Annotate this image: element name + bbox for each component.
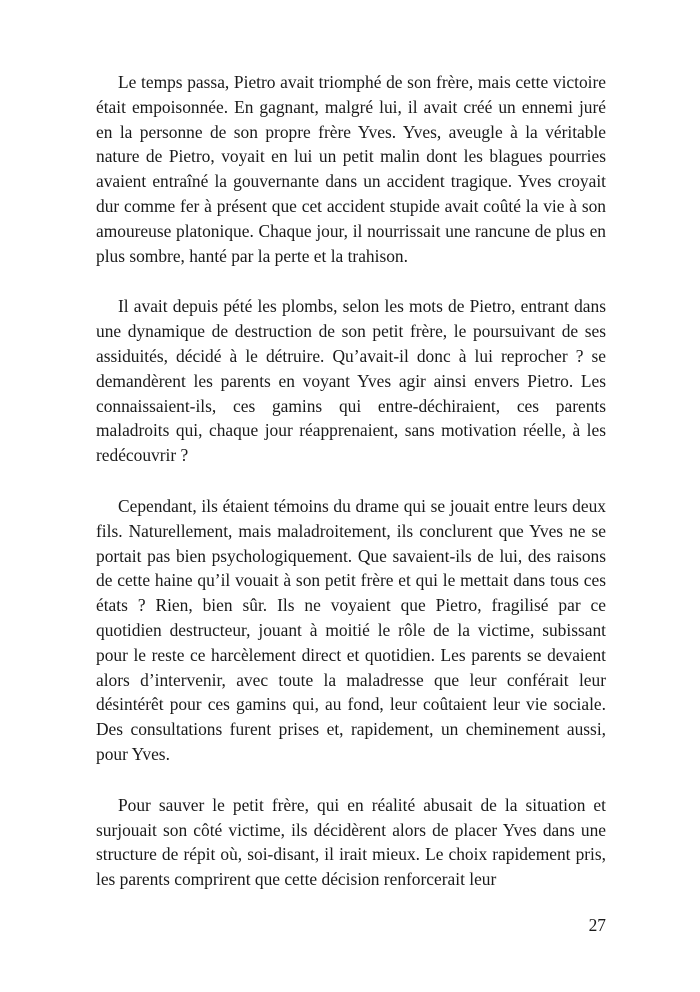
page-body	[96, 70, 606, 918]
paragraph-1: Le temps passa, Pietro avait triomphé de son frère, mais cette victoire était empoisonnée. En gagnant, malgré lui, il avait créé un ennemi juré en la personne de son propre frère Yves. Yves, aveugle à la véritable nature de Pietro, voyait en lui un petit malin dont les blagues pourries avaient entraîné la gouvernante dans un accident tragique. Yves croyait dur comme fer à présent que cet accident stupide avait coûté la vie à son amoureuse platonique. Chaque jour, il nourrissait une rancune de plus en plus sombre, hanté par la perte et la trahison.	[96, 72, 606, 266]
paragraph-2: Il avait depuis pété les plombs, selon les mots de Pietro, entrant dans une dynamique de destruction de son petit frère, le poursuivant de ses assiduités, décidé à le détruire. Qu’avait-il donc à lui reprocher ? se demandèrent les parents en voyant Yves agir ainsi envers Pietro. Les connaissaient-ils, ces gamins qui entre-déchiraient, ces parents maladroits qui, chaque jour réapprenaient, sans motivation réelle, à les redécouvrir ?	[96, 296, 606, 466]
paragraph-3: Cependant, ils étaient témoins du drame qui se jouait entre leurs deux fils. Naturellement, mais maladroitement, ils conclurent que Yves ne se portait pas bien psychologiquement. Que savaient-ils de lui, des raisons de cette haine qu’il vouait à son petit frère et qui le mettait dans tous ces états ? Rien, bien sûr. Ils ne voyaient que Pietro, fragilisé par ce quotidien destructeur, jouant à moitié le rôle de la victime, subissant pour le reste ce harcèlement direct et quotidien. Les parents se devaient alors d’intervenir, avec toute la maladresse que leur conférait leur désintérêt pour ces gamins qui, au fond, leur coûtaient leur vie sociale. Des consultations furent prises et, rapidement, un cheminement aussi, pour Yves.	[96, 495, 606, 764]
paragraph-4: Pour sauver le petit frère, qui en réalité abusait de la situation et surjouait son côté victime, ils décidèrent alors de placer Yves dans une structure de répit où, soi-disant, il irait mieux. Le choix rapidement pris, les parents comprirent que cette décision renforcerait leur	[96, 794, 606, 890]
page-number: 27	[588, 915, 606, 935]
